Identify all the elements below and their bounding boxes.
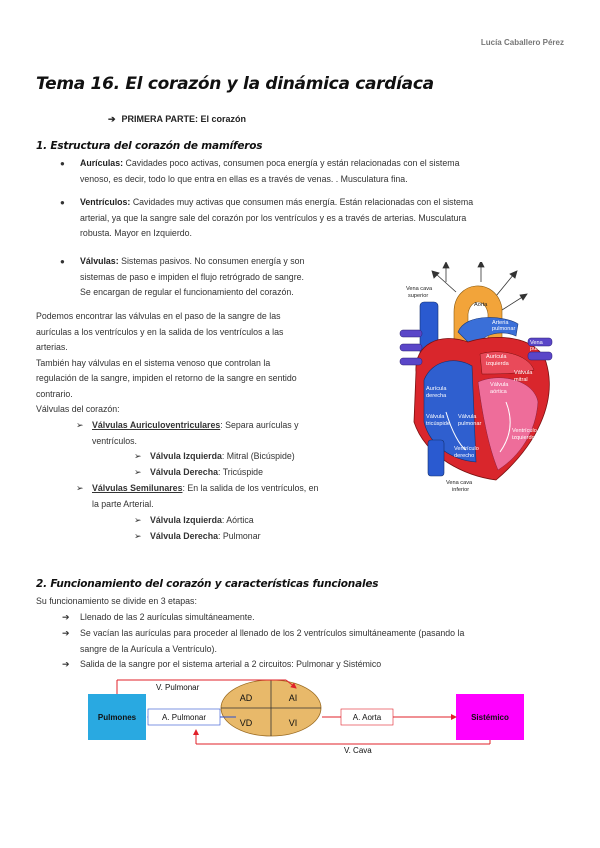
step-text: sangre de la Aurícula a Ventrículo).	[80, 643, 217, 654]
arrowhead-icon: ➢	[134, 531, 142, 541]
page-title: Tema 16. El corazón y la dinámica cardíaca	[36, 74, 434, 94]
label-ad: AD	[239, 693, 253, 703]
para-line: contrario.	[36, 388, 73, 399]
arrow-icon: ➔	[108, 114, 116, 124]
label-vena-cava-inferior: Vena cava	[446, 480, 473, 486]
step-text: Se vacían las aurículas para proceder al llenado de los 2 ventrículos simultáneamente (pasando la	[80, 628, 465, 638]
label-valvula-pulmonar: pulmonar	[458, 421, 482, 427]
av-right-valve	[134, 465, 263, 481]
label-arteria-pulmonar: Arteria	[492, 320, 509, 326]
av-left-valve	[134, 449, 295, 465]
arrow-icon: ➔	[62, 628, 70, 638]
valve-desc: : Tricúspide	[217, 467, 263, 477]
av-valves	[76, 418, 370, 449]
label-vi: VI	[288, 718, 298, 728]
valve-name: Válvula Derecha	[150, 467, 218, 477]
valve-name: Válvula Izquierda	[150, 451, 222, 461]
bullet-text: Se encargan de regular el funcionamiento del corazón.	[80, 287, 294, 297]
label-valvula-pulmonar: Válvula	[458, 414, 477, 420]
bullet-text: Sistemas pasivos. No consumen energía y son	[121, 256, 305, 266]
part-heading	[108, 114, 246, 125]
label-valvula-mitral: mitral	[514, 377, 528, 383]
label-vena-cava-superior: Vena cava	[406, 286, 433, 292]
sl-right-valve	[134, 529, 261, 545]
arrowhead-icon: ➢	[76, 483, 84, 493]
valve-name: Válvula Izquierda	[150, 515, 222, 525]
step-3	[62, 657, 570, 673]
arrowhead-icon: ➢	[134, 467, 142, 477]
label-ai: AI	[288, 693, 298, 703]
section1-heading: 1. Estructura del corazón de mamíferos	[36, 140, 263, 152]
arrow-icon: ➔	[62, 659, 70, 669]
valve-desc: : Pulmonar	[217, 531, 261, 541]
sl-desc: la parte Arterial.	[92, 498, 154, 509]
bullet-auriculas	[60, 156, 540, 187]
bullet-text: venoso, es decir, todo lo que entra en ellas es a través de venas. . Musculatura fina.	[80, 173, 408, 184]
v-pulmonar-label: V. Pulmonar	[156, 683, 200, 692]
label-valvula-tricuspide: tricúspide	[426, 421, 450, 427]
bullet-text: Cavidades muy activas que consumen más energía. Están relacionadas con el sistema	[132, 197, 474, 207]
bullet-text: arterial, ya que la sangre sale del corazón por los ventrículos y es a través de arterias. Musculatura	[80, 212, 467, 223]
part-label: PRIMERA PARTE: El corazón	[121, 114, 247, 124]
sistemico-label: Sistémico	[471, 713, 509, 722]
bullet-valvulas	[60, 254, 370, 301]
bullet-term: Ventrículos:	[80, 197, 131, 207]
section2-heading: 2. Funcionamiento del corazón y características funcionales	[36, 578, 379, 590]
step-text: Salida de la sangre por el sistema arterial a 2 circuitos: Pulmonar y Sistémico	[80, 659, 382, 669]
bullet-term: Válvulas:	[80, 256, 119, 266]
valve-desc: : Mitral (Bicúspide)	[221, 451, 295, 461]
label-auricula-izquierda: Aurícula	[486, 354, 507, 360]
paragraph-valvulas	[36, 309, 370, 418]
label-valvula-tricuspide: Válvula	[426, 414, 445, 420]
para-line: Podemos encontrar las válvulas en el paso de la sangre de las	[36, 311, 281, 321]
bullet-icon: ●	[60, 159, 65, 168]
valves-title: Válvulas del corazón:	[36, 404, 120, 414]
label-ventriculo-derecho: Ventrículo	[454, 446, 479, 452]
bullet-icon: ●	[60, 257, 65, 266]
para-line: También hay válvulas en el sistema venoso que controlan la	[36, 357, 271, 368]
label-auricula-derecha: Aurícula	[426, 386, 447, 392]
pulmones-label: Pulmones	[97, 713, 137, 722]
bullet-ventriculos	[60, 195, 542, 242]
label-vena-cava-superior: superior	[408, 293, 429, 299]
arrow-icon: ➔	[62, 612, 70, 622]
sl-desc: : En la salida de los ventrículos, en	[182, 483, 319, 493]
a-aorta-label: A. Aorta	[352, 713, 382, 722]
sl-valves	[76, 481, 372, 512]
av-desc: ventrículos.	[92, 435, 137, 446]
circulation-diagram	[86, 674, 526, 754]
step-1	[62, 610, 570, 626]
label-vena-cava-inferior: inferior	[452, 487, 470, 492]
label-arteria-pulmonar: pulmonar	[492, 326, 516, 332]
bullet-term: Aurículas:	[80, 158, 124, 168]
av-name: Válvulas Auriculoventriculares	[92, 420, 221, 430]
label-ventriculo-izquierdo: izquierdo	[512, 435, 535, 441]
valve-desc: : Aórtica	[221, 515, 254, 525]
a-pulmonar-label: A. Pulmonar	[161, 713, 207, 722]
arrowhead-icon: ➢	[134, 451, 142, 461]
bullet-text: sistemas de paso e impiden el flujo retrógrado de sangre.	[80, 271, 304, 282]
arrowhead-icon: ➢	[76, 420, 84, 430]
heart-illustration	[396, 262, 562, 492]
step-text: Llenado de las 2 aurículas simultáneamente.	[80, 612, 255, 622]
para-line: regulación de la sangre, impiden el retorno de la sangre en sentido	[36, 373, 297, 383]
sl-left-valve	[134, 513, 254, 529]
author-name: Lucía Caballero Pérez	[480, 38, 564, 47]
av-desc: : Separa aurículas y	[220, 420, 299, 430]
step-2	[62, 626, 570, 657]
label-auricula-izquierda: izquierda	[486, 361, 509, 367]
para-line: arterias.	[36, 342, 68, 352]
section2-intro: Su funcionamiento se divide en 3 etapas:	[36, 596, 197, 606]
arrowhead-icon: ➢	[134, 515, 142, 525]
label-ventriculo-izquierdo: Ventrículo	[512, 428, 537, 434]
label-valvula-aortica: aórtica	[490, 389, 507, 395]
sl-name: Válvulas Semilunares	[92, 483, 183, 493]
label-auricula-derecha: derecha	[426, 393, 447, 399]
label-valvula-mitral: Válvula	[514, 370, 533, 376]
label-valvula-aortica: Válvula	[490, 382, 509, 388]
label-ventriculo-derecho: derecho	[454, 453, 475, 459]
label-vena-pulmonar: Vena	[530, 340, 543, 346]
bullet-text: robusta. Mayor en Izquierdo.	[80, 228, 192, 238]
v-cava-label: V. Cava	[344, 746, 372, 754]
bullet-icon: ●	[60, 198, 65, 207]
label-aorta: Aorta	[474, 302, 488, 308]
valve-name: Válvula Derecha	[150, 531, 218, 541]
label-vena-pulmonar: pulmonar	[530, 346, 554, 352]
label-vd: VD	[239, 718, 253, 728]
para-line: aurículas a los ventrículos y en la salida de los ventrículos a las	[36, 326, 284, 337]
bullet-text: Cavidades poco activas, consumen poca energía y están relacionadas con el sistema	[125, 158, 460, 168]
